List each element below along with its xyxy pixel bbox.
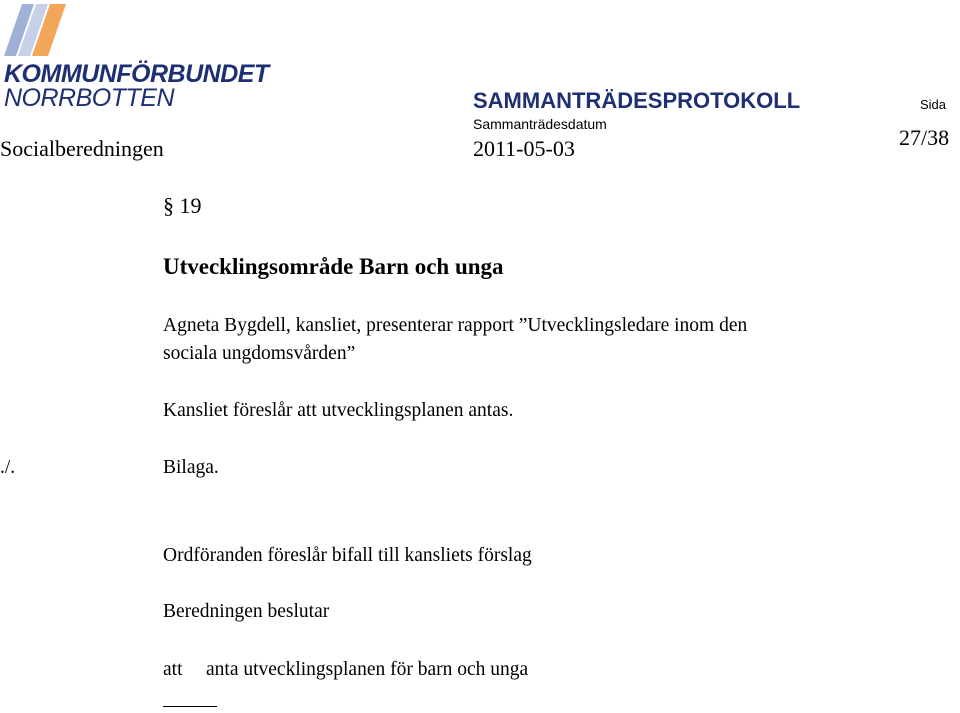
proposal-text: Kansliet föreslår att utvecklingsplanen antas. xyxy=(163,400,514,421)
decision-att: att xyxy=(163,659,183,680)
logo-stripes-icon xyxy=(0,0,270,60)
body-text-line2: sociala ungdomsvården” xyxy=(163,343,356,364)
attachment-marker: ./. xyxy=(0,457,16,478)
page-number: 27/38 xyxy=(899,125,950,150)
meeting-date-label: Sammanträdesdatum xyxy=(473,116,607,132)
meeting-date-value: 2011-05-03 xyxy=(473,136,575,161)
section-heading: Utvecklingsområde Barn och unga xyxy=(163,254,504,279)
chair-proposal-text: Ordföranden föreslår bifall till kansliets förslag xyxy=(163,545,532,566)
body-text-line1: Agneta Bygdell, kansliet, presenterar rapport ”Utvecklingsledare inom den xyxy=(163,315,748,336)
logo-text-line1: KOMMUNFÖRBUNDET xyxy=(4,60,269,88)
divider-rule xyxy=(163,706,217,707)
organization-logo xyxy=(0,0,270,115)
paragraph-number: § 19 xyxy=(163,193,202,218)
committee-name: Socialberedningen xyxy=(0,136,164,161)
logo-text-line2: NORRBOTTEN xyxy=(4,84,174,112)
decision-intro: Beredningen beslutar xyxy=(163,601,330,622)
document-title: SAMMANTRÄDESPROTOKOLL xyxy=(473,88,801,113)
page-label: Sida xyxy=(920,97,947,112)
attachment-text: Bilaga. xyxy=(163,457,219,478)
decision-text: anta utvecklingsplanen för barn och unga xyxy=(206,659,529,680)
